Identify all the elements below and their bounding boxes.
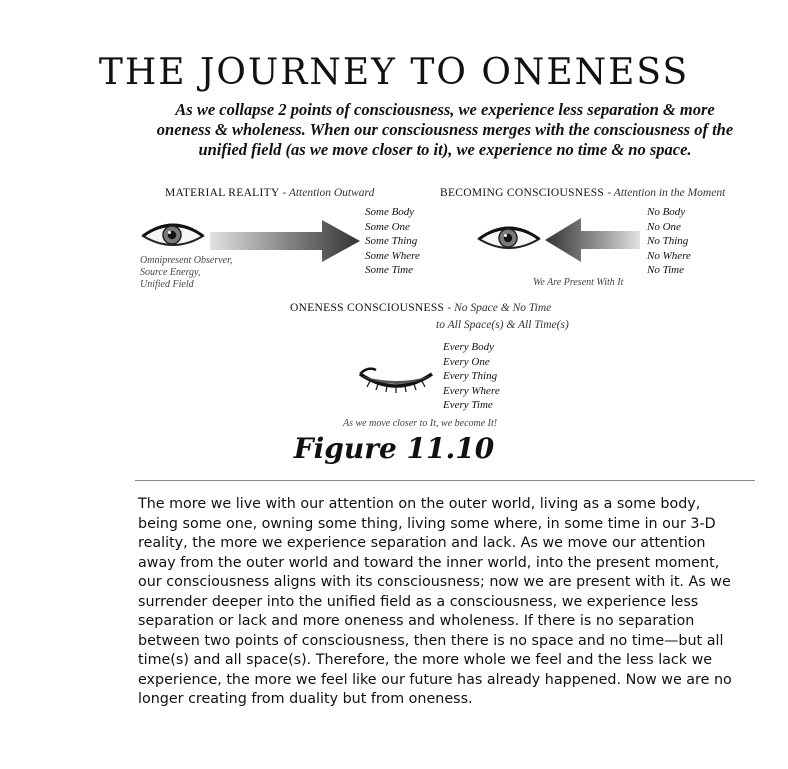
list-item: No One: [647, 220, 681, 233]
list-item: Some Time: [365, 264, 413, 276]
list-item: Some Thing: [365, 235, 418, 247]
list-item: Some Body: [365, 206, 415, 218]
page-title: THE JOURNEY TO ONENESS: [98, 52, 690, 93]
closed-eye-icon: [356, 364, 436, 394]
present-caption: We Are Present With It: [533, 277, 624, 288]
list-item: Every Time: [443, 399, 493, 411]
oneness-consciousness-subtitle-2: [436, 319, 569, 331]
figure-label: Figure 11.10: [293, 432, 495, 465]
becoming-consciousness-heading: [440, 187, 725, 199]
observer-caption-line: Source Energy,: [140, 267, 201, 278]
oneness-caption: As we move closer to It, we become It!: [343, 418, 498, 429]
oneness-subtitle-text: to All Space(s) & All Time(s): [436, 319, 569, 331]
oneness-items-list: [443, 340, 500, 413]
list-item: Every One: [443, 355, 490, 368]
material-reality-subtitle: - Attention Outward: [282, 187, 375, 199]
subtitle: As we collapse 2 points of consciousness, we experience less separation & more oneness & wholeness. When our consciousness merges with the consciousness of the unified field (as we move closer to it), we experience no time & no space.: [156, 100, 734, 159]
list-item: Every Thing: [443, 370, 498, 382]
material-reality-heading: [165, 187, 374, 199]
material-reality-title: MATERIAL REALITY: [165, 187, 280, 199]
material-items-list: [365, 205, 420, 278]
observer-caption-line: Unified Field: [140, 279, 194, 290]
list-item: Some One: [365, 220, 410, 233]
arrow-right-icon: [210, 220, 360, 262]
eye-icon: [476, 223, 542, 255]
list-item: Every Where: [443, 384, 500, 397]
observer-caption-line: Omnipresent Observer,: [140, 255, 233, 266]
oneness-consciousness-heading: [290, 302, 551, 314]
becoming-items-list: [647, 205, 691, 278]
list-item: No Where: [647, 249, 691, 262]
list-item: Some Where: [365, 249, 420, 262]
list-item: Every Body: [443, 341, 494, 353]
oneness-consciousness-title: ONENESS CONSCIOUSNESS: [290, 302, 445, 314]
divider: [135, 480, 755, 481]
oneness-consciousness-subtitle: - No Space & No Time: [447, 302, 552, 314]
list-item: No Thing: [647, 235, 689, 247]
list-item: No Time: [647, 264, 684, 276]
list-item: No Body: [647, 206, 686, 218]
eye-icon: [140, 220, 206, 252]
arrow-left-icon: [545, 218, 640, 262]
becoming-consciousness-title: BECOMING CONSCIOUSNESS: [440, 187, 605, 199]
becoming-consciousness-subtitle: - Attention in the Moment: [607, 187, 726, 199]
body-paragraph: The more we live with our attention on the outer world, living as a some body, being some one, owning some thing, living some where, in some time in our 3-D reality, the more we experience separation and lack. As we move our attention away from the outer world and toward the inner world, into the present moment, our consciousness aligns with its consciousness; now we are present with it. As we surrender deeper into the unified field as a consciousness, we experience less separation or lack and more oneness and wholeness. If there is no separation between two points of consciousness, then there is no space and no time—but all time(s) and all space(s). Therefore, the more whole we feel and the less lack we experience, the more we feel like our future has already happened. Now we are no longer creating from duality but from oneness.: [138, 496, 732, 707]
